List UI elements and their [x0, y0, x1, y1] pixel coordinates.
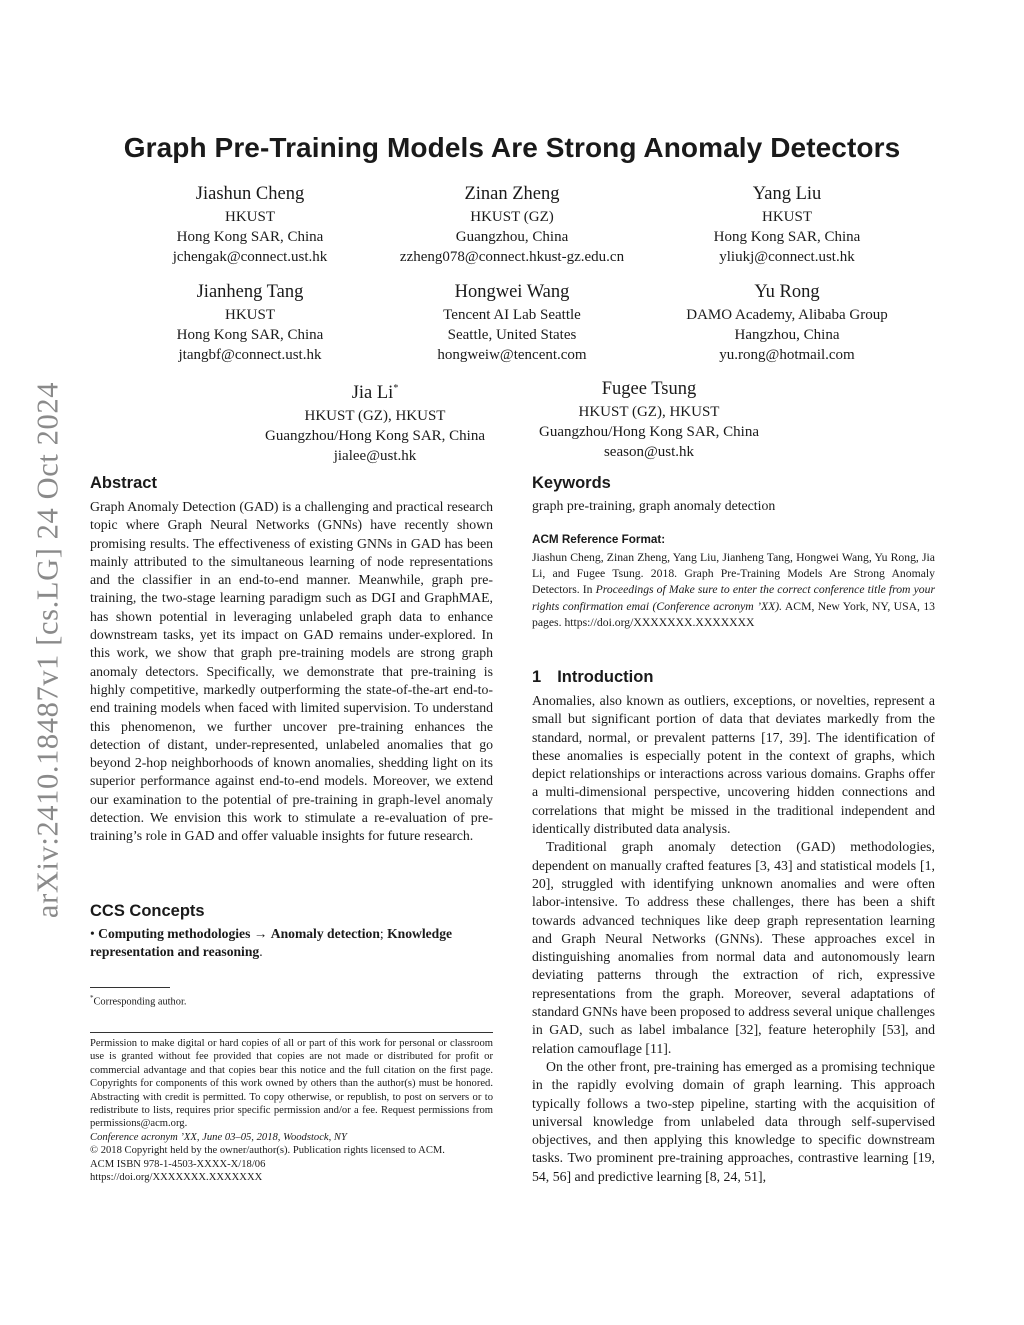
- corresponding-mark: *: [393, 383, 399, 394]
- ccs-concept: Anomaly detection: [270, 926, 380, 941]
- ccs-section: [90, 900, 493, 962]
- author-affiliation: HKUST (GZ), HKUST: [304, 408, 446, 425]
- conference-line: Conference acronym ’XX, June 03–05, 2018, Woodstock, NY: [90, 1131, 347, 1143]
- author-card: [142, 279, 358, 365]
- arxiv-sidebar: [27, 355, 69, 945]
- ccs-arrow: →: [253, 926, 268, 941]
- author-affiliation: HKUST: [224, 209, 275, 225]
- author-location: Hong Kong SAR, China: [176, 327, 324, 343]
- section-number: 1: [532, 668, 542, 686]
- copyright-line: © 2018 Copyright held by the owner/author(s). Publication rights licensed to ACM.: [90, 1145, 445, 1157]
- author-location: Guangzhou/Hong Kong SAR, China: [539, 424, 759, 440]
- abstract-section: [90, 472, 493, 846]
- author-email: yu.rong@hotmail.com: [719, 347, 855, 363]
- author-card: [372, 181, 652, 267]
- acm-reference-heading: ACM Reference Format:: [532, 533, 666, 546]
- isbn-line: ACM ISBN 978-1-4503-XXXX-X/18/06: [90, 1158, 266, 1170]
- permission-text: Permission to make digital or hard copies of all or part of this work for personal or classroom use is granted without fee provided that copies are not made or distributed for profit or commercial advantage and that copies bear this notice and the full citation on the first page. Copyrights for components of this work owned by others than the author(s) must be honored. Abstracting with credit is permitted. To copy otherwise, or republish, to post on servers or to redistribute to lists, requires prior specific permission and/or a fee. Request permissions from permissions@acm.org.: [90, 1038, 493, 1130]
- section-title: Introduction: [557, 668, 654, 686]
- acm-reference-text: Jiashun Cheng, Zinan Zheng, Yang Liu, Jianheng Tang, Hongwei Wang, Yu Rong, Jia Li, and Fugee Tsung. 2018. Graph Pre-Training Models Are Strong Anomaly Detectors. In Proceedings of Make sure to enter the correct conference title from your rights confirmation emai (Conference acronym ’XX). ACM, New York, NY, USA, 13 pages. https://doi.org/XXXXXXX.XXXXXXX: [532, 551, 936, 629]
- author-email: hongweiw@tencent.com: [437, 347, 587, 363]
- author-card: [402, 279, 622, 365]
- author-affiliation: HKUST: [761, 209, 812, 225]
- author-name: Jianheng Tang: [196, 282, 304, 302]
- author-card: [682, 181, 892, 267]
- author-email: season@ust.hk: [603, 444, 695, 460]
- doi-line: https://doi.org/XXXXXXX.XXXXXXX: [90, 1172, 263, 1184]
- author-email: zzheng078@connect.hkust-gz.edu.cn: [399, 249, 625, 265]
- ccs-bullet: •: [90, 926, 95, 941]
- arxiv-identifier: arXiv:2410.18487v1 [cs.LG] 24 Oct 2024: [30, 381, 65, 919]
- author-name: Hongwei Wang: [454, 282, 570, 302]
- author-affiliation: HKUST: [224, 307, 275, 323]
- keywords-heading: Keywords: [532, 474, 611, 492]
- permission-rule: [90, 1032, 493, 1033]
- footnote-rule: [90, 987, 170, 988]
- author-email: jchengak@connect.ust.hk: [172, 249, 328, 265]
- author-name: Jia Li*: [351, 383, 399, 404]
- author-name: Yu Rong: [754, 282, 820, 302]
- author-affiliation: DAMO Academy, Alibaba Group: [686, 307, 888, 323]
- author-location: Seattle, United States: [447, 327, 577, 343]
- author-affiliation: HKUST (GZ): [470, 209, 554, 225]
- paper-title: Graph Pre-Training Models Are Strong Anomaly Detectors: [123, 132, 901, 163]
- keywords-section: [532, 472, 935, 515]
- author-name: Jiashun Cheng: [195, 184, 305, 204]
- intro-paragraph: Traditional graph anomaly detection (GAD) methodologies, dependent on manually crafted features [3, 43] and statistical models [1, 20], struggled with identifying unknown anomalies and were often labor-intensive. To address these challenges, there has been a shift towards advanced techniques like deep graph representation learning and Graph Neural Networks (GNNs). These approaches excel in distinguishing anomalies from normal data and autonomously learn deviating patterns through the extraction of rich, expressive representations from the graph. Moreover, several adaptations of standard GNNs have been proposed to address several unique challenges in GAD, such as label imbalance [32], feature heterophily [53], and relation camouflage [11].: [532, 839, 935, 1056]
- author-email: jtangbf@connect.ust.hk: [178, 347, 322, 363]
- ccs-separator: ;: [379, 926, 384, 941]
- footnote-mark: *: [90, 994, 94, 1002]
- ccs-period: .: [259, 944, 263, 960]
- footnote: [90, 992, 493, 1008]
- author-location: Hangzhou, China: [734, 327, 840, 343]
- author-name: Fugee Tsung: [601, 379, 697, 399]
- author-card: [506, 376, 792, 462]
- abstract-heading: Abstract: [90, 474, 157, 492]
- footnote-text: Corresponding author.: [93, 996, 187, 1008]
- ccs-heading: CCS Concepts: [90, 902, 205, 920]
- author-location: Hong Kong SAR, China: [713, 229, 861, 245]
- author-affiliation: HKUST (GZ), HKUST: [578, 404, 720, 420]
- author-email: yliukj@connect.ust.hk: [719, 249, 855, 265]
- author-location: Hong Kong SAR, China: [176, 229, 324, 245]
- introduction-section: [532, 666, 935, 1186]
- intro-paragraph: On the other front, pre-training has emerged as a promising technique in the rapidly evolving domain of graph learning. This approach typically follows a two-step pipeline, starting with the acquisition of universal knowledge from unlabeled data through self-supervised objectives, and then applying this knowledge to specific downstream tasks. Two prominent pre-training approaches, contrastive learning [19, 54, 56] and predictive learning [8, 24, 51],: [532, 1058, 935, 1184]
- author-location: Guangzhou/Hong Kong SAR, China: [265, 428, 485, 445]
- permission-block: [90, 1037, 493, 1184]
- keywords-text: graph pre-training, graph anomaly detection: [532, 498, 776, 513]
- author-location: Guangzhou, China: [455, 229, 569, 245]
- author-card: [232, 376, 518, 466]
- author-email: jialee@ust.hk: [333, 448, 417, 465]
- author-card: [152, 181, 348, 267]
- introduction-heading: [532, 666, 935, 688]
- author-card: [662, 279, 912, 365]
- intro-paragraph: Anomalies, also known as outliers, exceptions, or novelties, represent a small but significant portion of data that deviates markedly from the standard, normal, or prevalent patterns [17, 39]. The identification of these anomalies is especially potent in the context of graphs, which depict relationships or interactions across various domains. Graphs offer a multi-dimensional perspective, uncovering hidden connections and correlations that might be missed in the traditional independent and identically distributed data analysis.: [532, 693, 935, 837]
- ccs-concept: Knowledge representation and reasoning: [90, 926, 453, 960]
- acm-reference-section: [532, 532, 935, 631]
- author-affiliation: Tencent AI Lab Seattle: [443, 307, 581, 323]
- ccs-concept: Computing methodologies: [98, 926, 251, 941]
- ccs-concepts: [90, 925, 493, 962]
- author-name: Zinan Zheng: [464, 184, 560, 204]
- author-name: Yang Liu: [752, 184, 822, 204]
- abstract-text: Graph Anomaly Detection (GAD) is a challenging and practical research topic where Graph Neural Networks (GNNs) have recently shown promising results. The effectiveness of existing GNNs in GAD has been mainly attributed to the simultaneous learning of node representations and the classifier in an end-to-end manner. Meanwhile, graph pre-training, the two-stage learning paradigm such as DGI and GraphMAE, has shown potential in leveraging unlabeled graph data to enhance downstream tasks, yet its impact on GAD remains under-explored. In this work, we show that graph pre-training models are strong graph anomaly detectors. Specifically, we demonstrate that pre-training is highly competitive, markedly outperforming the state-of-the-art end-to-end training models when faced with limited supervision. To understand this phenomenon, we further uncover pre-training enhances the detection of distant, under-represented, unlabeled anomalies that go beyond 2-hop neighborhoods of known anomalies, shedding light on its superior performance against end-to-end models. Moreover, we extend our examination to the potential of pre-training in graph-level anomaly detection. We envision this work to stimulate a re-evaluation of pre-training’s role in GAD and offer valuable insights for future research.: [90, 499, 493, 844]
